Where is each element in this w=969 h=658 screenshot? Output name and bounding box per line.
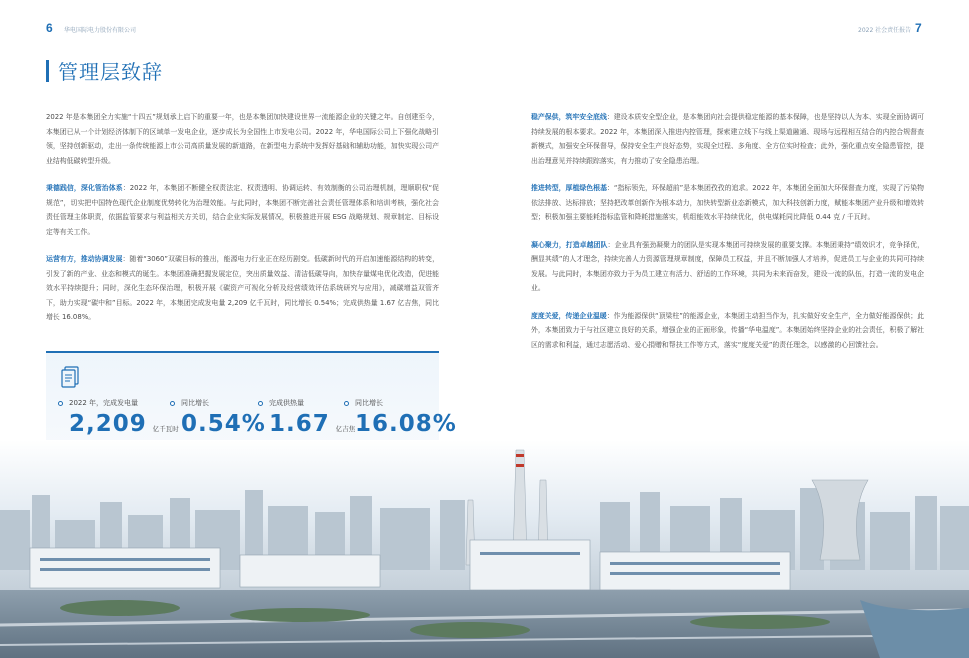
operations-paragraph: 运营有方，推动协调发展：随着“3060”双碳目标的推出，能源电力行业正在经历剧变。低碳新时代的开启加速能源结构的转变，引发了新的产业、业态和模式的诞生。本集团准确把握发展定位，突出质量效益、清洁低碳导向，加快存量煤电优化改造，促进能效水平持续提升；同时，深化生态环保治理，积极开展《碳资产可视化分析及经营绩效评估系统研究与应用》，减碳增益双管齐下，助力实现“碳中和”目标。2022 年，本集团完成发电量 2,209 亿千瓦时，同比增长 0.54%；完成供热量 1.67 亿吉焦，同比增长 16.08%。 (46, 255, 439, 321)
stat-heat-growth: 同比增长 16.08% (344, 398, 463, 437)
right-column (531, 110, 924, 365)
safety-paragraph: 稳产保供，筑牢安全底线：建设本质安全型企业，是本集团向社会提供稳定能源的基本保障，也是坚持以人为本、实现全面协调可持续发展的根本要求。2022 年，本集团深入推进内控管理，探索建立线下与线上渠道融通、现场与远程相互结合的内控合规督查新模式，加强安全环保督导，保持安全生产良好态势，实现全过程、多角度、全方位实时检查；此外，强化重点安全隐患管控，提出治理意见并持续跟踪落实，有力推动了安全隐患治理。 (531, 113, 924, 165)
governance-paragraph: 秉德践信，深化管治体系：2022 年，本集团不断健全权责法定、权责透明、协调运转、有效制衡的公司治理机制，理顺职权“促规范”，切实把中国特色现代企业制度优势转化为治理效能。与此同时，本集团不断完善社会责任管理体系和培训考核，强化社会责任管理主体职责，依据监管要求与利益相关方关切，结合企业实际发展情况，积极推进开展 ESG 战略规划、规章制定、目标设定等有关工作。 (46, 184, 440, 236)
stat-heat-supply: 完成供热量 1.67 亿吉焦 (258, 398, 355, 437)
team-paragraph: 凝心聚力，打造卓越团队：企业具有强劲凝聚力的团队是实现本集团可持续发展的重要支撑。本集团秉持“绩效识才，竞争择优，酬显其绩”的人才理念，持续完善人力资源管理规章制度，保障员工权益，并且不断加强人才培养，促进员工与企业的共同可持续发展。与此同时，本集团亦致力于为员工建立有活力、舒适的工作环境，共同为未来而奋发，建设一流的队伍，打造一流的发电企业。 (531, 240, 924, 292)
power-plant-photo (0, 440, 969, 658)
page-title-block (46, 56, 163, 85)
bullet-dot (344, 401, 349, 406)
bullet-dot (258, 401, 263, 406)
bullet-dot (170, 401, 175, 406)
green-transition-paragraph: 推进转型，厚植绿色根基：“指标领先，环保超前”是本集团孜孜的追求。2022 年，本集团全面加大环保督查力度，实现了污染物依法排放、达标排放；坚持把改革创新作为根本动力，加快转型新业态新模式，加大科技创新力度，赋能本集团产业升级和增效转型；积极加强主要能耗指标监管和降耗措施落实，机组能效水平持续优化，供电煤耗同比降低 0.44 克 / 千瓦时。 (531, 184, 924, 221)
intro-paragraph: 2022 年是本集团全力实施“十四五”规划承上启下的重要一年，也是本集团加快建设世界一流能源企业的关键之年。自创建至今，本集团已从一个计划经济体制下的区域单一发电企业，逐步成长为全国性上市发电公司。2022 年，华电国际公司上下强化战略引领，坚持创新驱动，走出一条传统能源上市公司高质量发展的新道路，在新型电力系统中发挥好基础和辅助功能，加快实现公司产业结构低碳转型升级。 (46, 113, 439, 165)
right-page-number: 7 (915, 21, 922, 35)
right-header-report: 2022 社会责任报告 (858, 27, 912, 34)
bullet-dot (58, 401, 63, 406)
stat-power-generation: 2022 年，完成发电量 2,209 亿千瓦时 (58, 398, 179, 437)
left-column (46, 110, 439, 338)
document-icon (60, 366, 80, 388)
title-accent-bar (46, 60, 49, 82)
left-page-number: 6 (46, 21, 53, 35)
page-title: 管理层致辞 (58, 60, 163, 84)
community-paragraph: 度度关爱，传递企业温暖：作为能源保供“顶梁柱”的能源企业，本集团主动担当作为，扎实做好安全生产，全力做好能源保供；此外，本集团致力于与社区建立良好的关系，增强企业的正面形象，传播“华电温度”。本集团始终坚持企业的社会责任，积极了解社区的需求和利益，通过志愿活动、爱心捐赠和帮扶工作等方式，落实“度度关爱”的责任理念，以感激的心回馈社会。 (531, 311, 925, 349)
stat-generation-growth: 同比增长 0.54% (170, 398, 272, 437)
left-header-company: 华电国际电力股份有限公司 (64, 27, 137, 34)
